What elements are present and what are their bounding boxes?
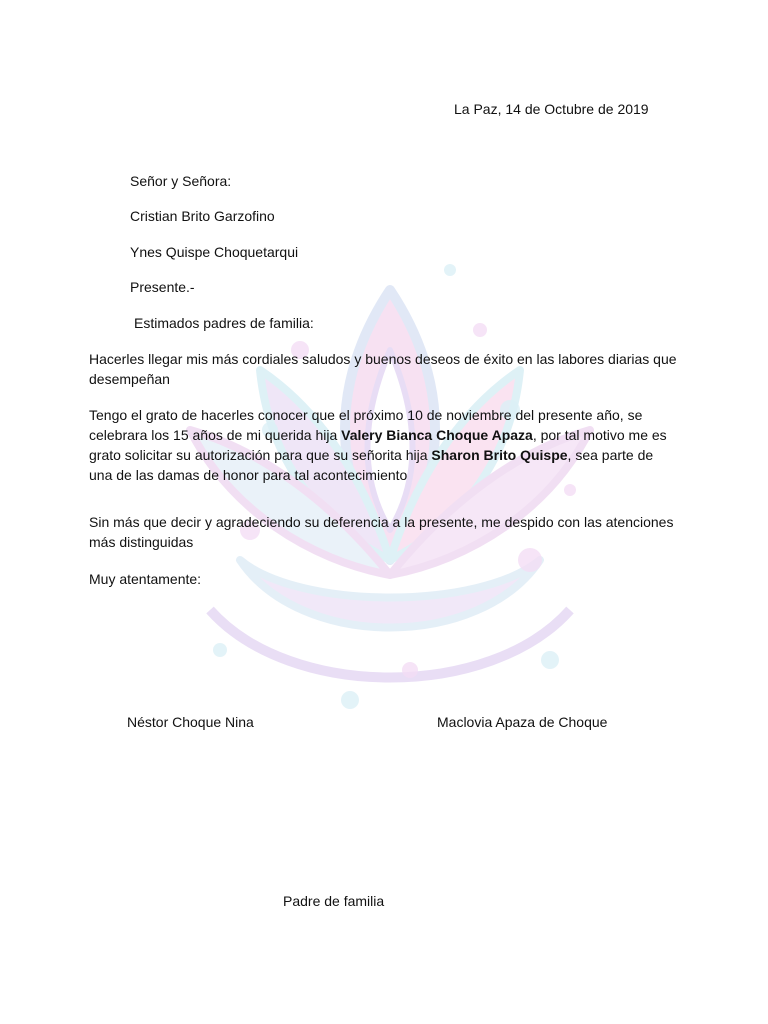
footer-signature: Padre de familia <box>283 893 385 909</box>
recipient-name-1: Cristian Brito Garzofino <box>130 208 275 224</box>
paragraph-1: Hacerles llegar mis más cordiales saludos y buenos deseos de éxito en las labores diarias que desempeñan <box>89 351 677 387</box>
paragraph-2-text-1: Tengo el grato de hacerles conocer que el próximo 10 de noviembre del presente año, se celebrara los 15 años de mi querida hija <box>89 407 643 443</box>
place-date: La Paz, 14 de Octubre de 2019 <box>454 101 649 117</box>
paragraph-3: Sin más que decir y agradeciendo su deferencia a la presente, me despido con las atenciones más distinguidas <box>89 514 674 550</box>
salutation: Señor y Señora: <box>130 173 232 189</box>
presente-line: Presente.- <box>130 279 195 295</box>
greeting: Estimados padres de familia: <box>134 315 314 331</box>
daughter-name: Valery Bianca Choque Apaza <box>341 427 533 443</box>
recipient-name-2: Ynes Quispe Choquetarqui <box>130 244 299 260</box>
closing: Muy atentamente: <box>89 571 202 587</box>
signature-1: Néstor Choque Nina <box>127 714 254 730</box>
paragraph-2-text-3: , sea parte de una de las damas de honor para tal acontecimiento <box>89 447 654 483</box>
invitee-name: Sharon Brito Quispe <box>431 447 568 463</box>
paragraph-2 <box>89 405 679 485</box>
signature-2: Maclovia Apaza de Choque <box>437 714 608 730</box>
paragraph-2-text-2: , por tal motivo me es grato solicitar su autorización para que su señorita hija <box>89 427 667 463</box>
